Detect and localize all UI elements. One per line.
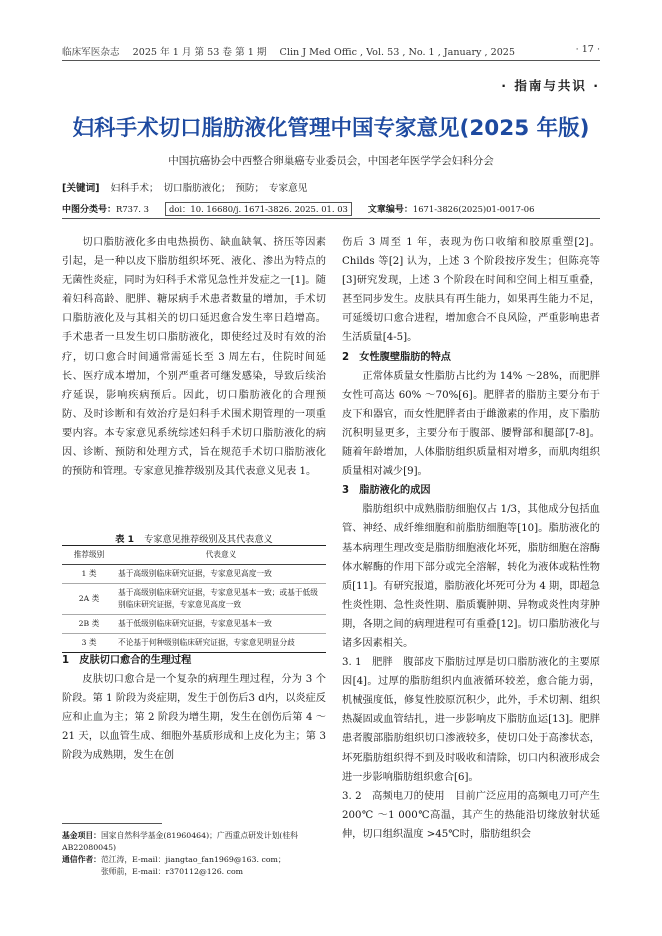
page-number: · 17 · bbox=[575, 44, 600, 55]
keywords-text: 妇科手术； 切口脂肪液化； 预防； 专家意见 bbox=[110, 183, 308, 194]
section-3-2-paragraph: 3. 2 高频电刀的使用 目前广泛应用的高频电刀可产生 200℃ ～1 000℃高温，其产生的热能沿切缘放射状延伸，切口组织温度 >45℃时，脂肪组织会 bbox=[342, 790, 600, 840]
fund-label: 基金项目： bbox=[62, 831, 101, 840]
article-number: 1671-3826(2025)01-0017-06 bbox=[412, 204, 535, 214]
table-cell-meaning: 基于高级别临床研究证据，专家意见高度一致 bbox=[116, 565, 326, 584]
journal-en: Clin J Med Offic , Vol. 53 , No. 1 , January , 2025 bbox=[279, 47, 516, 58]
journal-name bbox=[62, 44, 515, 58]
left-column bbox=[62, 233, 326, 481]
journal-cn: 临床军医杂志 bbox=[62, 47, 120, 58]
table-cell-level: 2B 类 bbox=[62, 615, 116, 634]
section-1-paragraph: 皮肤切口愈合是一个复杂的病理生理过程，分为 3 个阶段。第 1 阶段为炎症期，发生于创伤后3 d内，以炎症反应和止血为主；第 2 阶段为增生期，发生在创伤后第 4 ～ 21 天，以血管生成、细胞外基质形成和上皮化为主；第 3 阶段为成熟期，发生在创 bbox=[62, 674, 326, 762]
classification-rule bbox=[62, 218, 600, 219]
recommendation-table bbox=[62, 545, 326, 653]
classification bbox=[62, 202, 600, 216]
table-cell-level: 3 类 bbox=[62, 634, 116, 653]
section-2-paragraph: 正常体质量女性脂肪占比约为 14% ～28%，而肥胖女性可高达 60% ～70%[6]。肥胖者的脂肪主要分布于皮下和器官，而女性肥胖者由于雌激素的作用，皮下脂肪沉积明显更多，主要分布于腹部、腰臀部和腿部[7-8]。随着年龄增加，人体脂肪组织质量相对增多，而肌肉组织质量相对减少[9]。 bbox=[342, 370, 600, 478]
table-row bbox=[62, 584, 326, 615]
table-header-level: 推荐级别 bbox=[62, 546, 116, 565]
correspondence-2: 张师前，E-mail：r370112@126. com bbox=[101, 867, 244, 876]
section-3-paragraph: 脂肪组织中成熟脂肪细胞仅占 1/3，其他成分包括血管、神经、成纤维细胞和前脂肪细胞等[10]。脂肪液化的基本病理生理改变是脂肪细胞液化坏死，脂肪细胞在溶酶体水解酶的作用下部分或完全溶解，转化为液体或粘性物质[11]。有研究报道，脂肪液化坏死可分为 4 期，即超急性炎性期、急性炎性期、脂质囊肿期、异物或炎性肉芽肿期，各期之间的病理进程可有重叠[12]。切口脂肪液化与诸多因素相关。 bbox=[342, 504, 600, 649]
column-tag: · 指南与共识 · bbox=[501, 78, 600, 93]
article-title: 妇科手术切口脂肪液化管理中国专家意见(2025 年版) bbox=[72, 116, 590, 141]
doi: doi：10. 16680/j. 1671-3826. 2025. 01. 03 bbox=[165, 202, 352, 216]
authors: 中国抗癌协会中西整合卵巢癌专业委员会，中国老年医学学会妇科分会 bbox=[168, 155, 494, 167]
table-caption-text: 专家意见推荐级别及其代表意义 bbox=[144, 534, 273, 545]
section-1 bbox=[62, 651, 326, 766]
intro-paragraph: 切口脂肪液化多由电热损伤、缺血缺氧、挤压等因素引起，是一种以皮下脂肪组织坏死、液化、渗出为特点的无菌性炎症，同时为妇科手术常见急性并发症之一[1]。随着妇科高龄、肥胖、糖尿病手术患者数量的增加，手术切口脂肪液化及与其相关的切口延迟愈合发生率日趋增高。手术患者一旦发生切口脂肪液化，即使经过及时有效的治疗，切口愈合时间通常需延长至 3 周左右，住院时间延长、医疗成本增加，个别严重者可继发感染，导致后续治疗延误，影响疾病预后。因此，切口脂肪液化的合理预防、及时诊断和有效治疗是妇科手术围术期管理的一项重要内容。本专家意见系统综述妇科手术切口脂肪液化的病因、诊断、预防和处理方式，旨在规范手术切口脂肪液化的预防和管理。专家意见推荐级别及其代表意义见表 1。 bbox=[62, 237, 326, 478]
footnote-rule bbox=[62, 823, 162, 824]
right-column bbox=[342, 233, 600, 844]
keywords bbox=[62, 180, 600, 194]
clc-label: 中图分类号： bbox=[62, 205, 117, 215]
table-cell-meaning: 基于高级别临床研究证据，专家意见基本一致；或基于低级别临床研究证据，专家意见高度一致 bbox=[116, 584, 326, 615]
section-3-1-paragraph: 3. 1 肥胖 腹部皮下脂肪过厚是切口脂肪液化的主要原因[4]。过厚的脂肪组织内血液循环较差，愈合能力弱，机械强度低，修复性胶原沉积少，此外，手术切割、组织热凝固或血管结扎，进一步影响皮下脂肪血运[13]。肥胖患者腹部脂肪组织切口渗液较多，使切口处于高渗状态，坏死脂肪组织得不到及时吸收和清除，切口内积液形成会进一步影响脂肪组织愈合[6]。 bbox=[342, 657, 600, 783]
article-label: 文章编号： bbox=[367, 205, 413, 215]
keywords-label: [关键词] bbox=[62, 183, 100, 194]
table-cell-level: 1 类 bbox=[62, 565, 116, 584]
correspondence-1: 范江涛，E-mail：jiangtao_fan1969@163. com； bbox=[100, 855, 286, 864]
fund-note bbox=[62, 830, 332, 853]
table-header-meaning: 代表意义 bbox=[116, 546, 326, 565]
table-cell-meaning: 基于低级别临床研究证据，专家意见基本一致 bbox=[116, 615, 326, 634]
correspondence-label: 通信作者： bbox=[62, 855, 101, 864]
table-caption-label: 表 1 bbox=[115, 534, 135, 545]
running-header bbox=[62, 44, 600, 58]
issue-cn: 2025 年 1 月 第 53 卷 第 1 期 bbox=[132, 47, 267, 58]
correspondence bbox=[62, 854, 332, 866]
table-row bbox=[62, 615, 326, 634]
table-cell-level: 2A 类 bbox=[62, 584, 116, 615]
section-1-heading: 1 皮肤切口愈合的生理过程 bbox=[62, 655, 192, 666]
header-rule bbox=[62, 60, 600, 61]
table-caption bbox=[62, 531, 326, 545]
table-row bbox=[62, 565, 326, 584]
fund-text: 国家自然科学基金(81960464)；广西重点研发计划(桂科 AB22080045) bbox=[62, 831, 298, 852]
table-row bbox=[62, 634, 326, 653]
section-3-heading: 3 脂肪液化的成因 bbox=[342, 485, 431, 497]
clc-value: R737. 3 bbox=[116, 204, 149, 214]
table-header-row bbox=[62, 546, 326, 565]
section-1-continued: 伤后 3 周至 1 年，表现为伤口收缩和胶原重塑[2]。Childs 等[2] 认为，上述 3 个阶段按序发生；但陈亮等[3]研究发现，上述 3 个阶段在时间和空间上相互重叠，甚至同步发生。皮肤具有再生能力，如果再生能力不足，可延缓切口愈合进程，增加愈合不良风险，严重影响患者生活质量[4-5]。 bbox=[342, 237, 600, 344]
section-2-heading: 2 女性腹壁脂肪的特点 bbox=[342, 351, 451, 363]
table-cell-meaning: 不论基于何种级别临床研究证据，专家意见明显分歧 bbox=[116, 634, 326, 653]
